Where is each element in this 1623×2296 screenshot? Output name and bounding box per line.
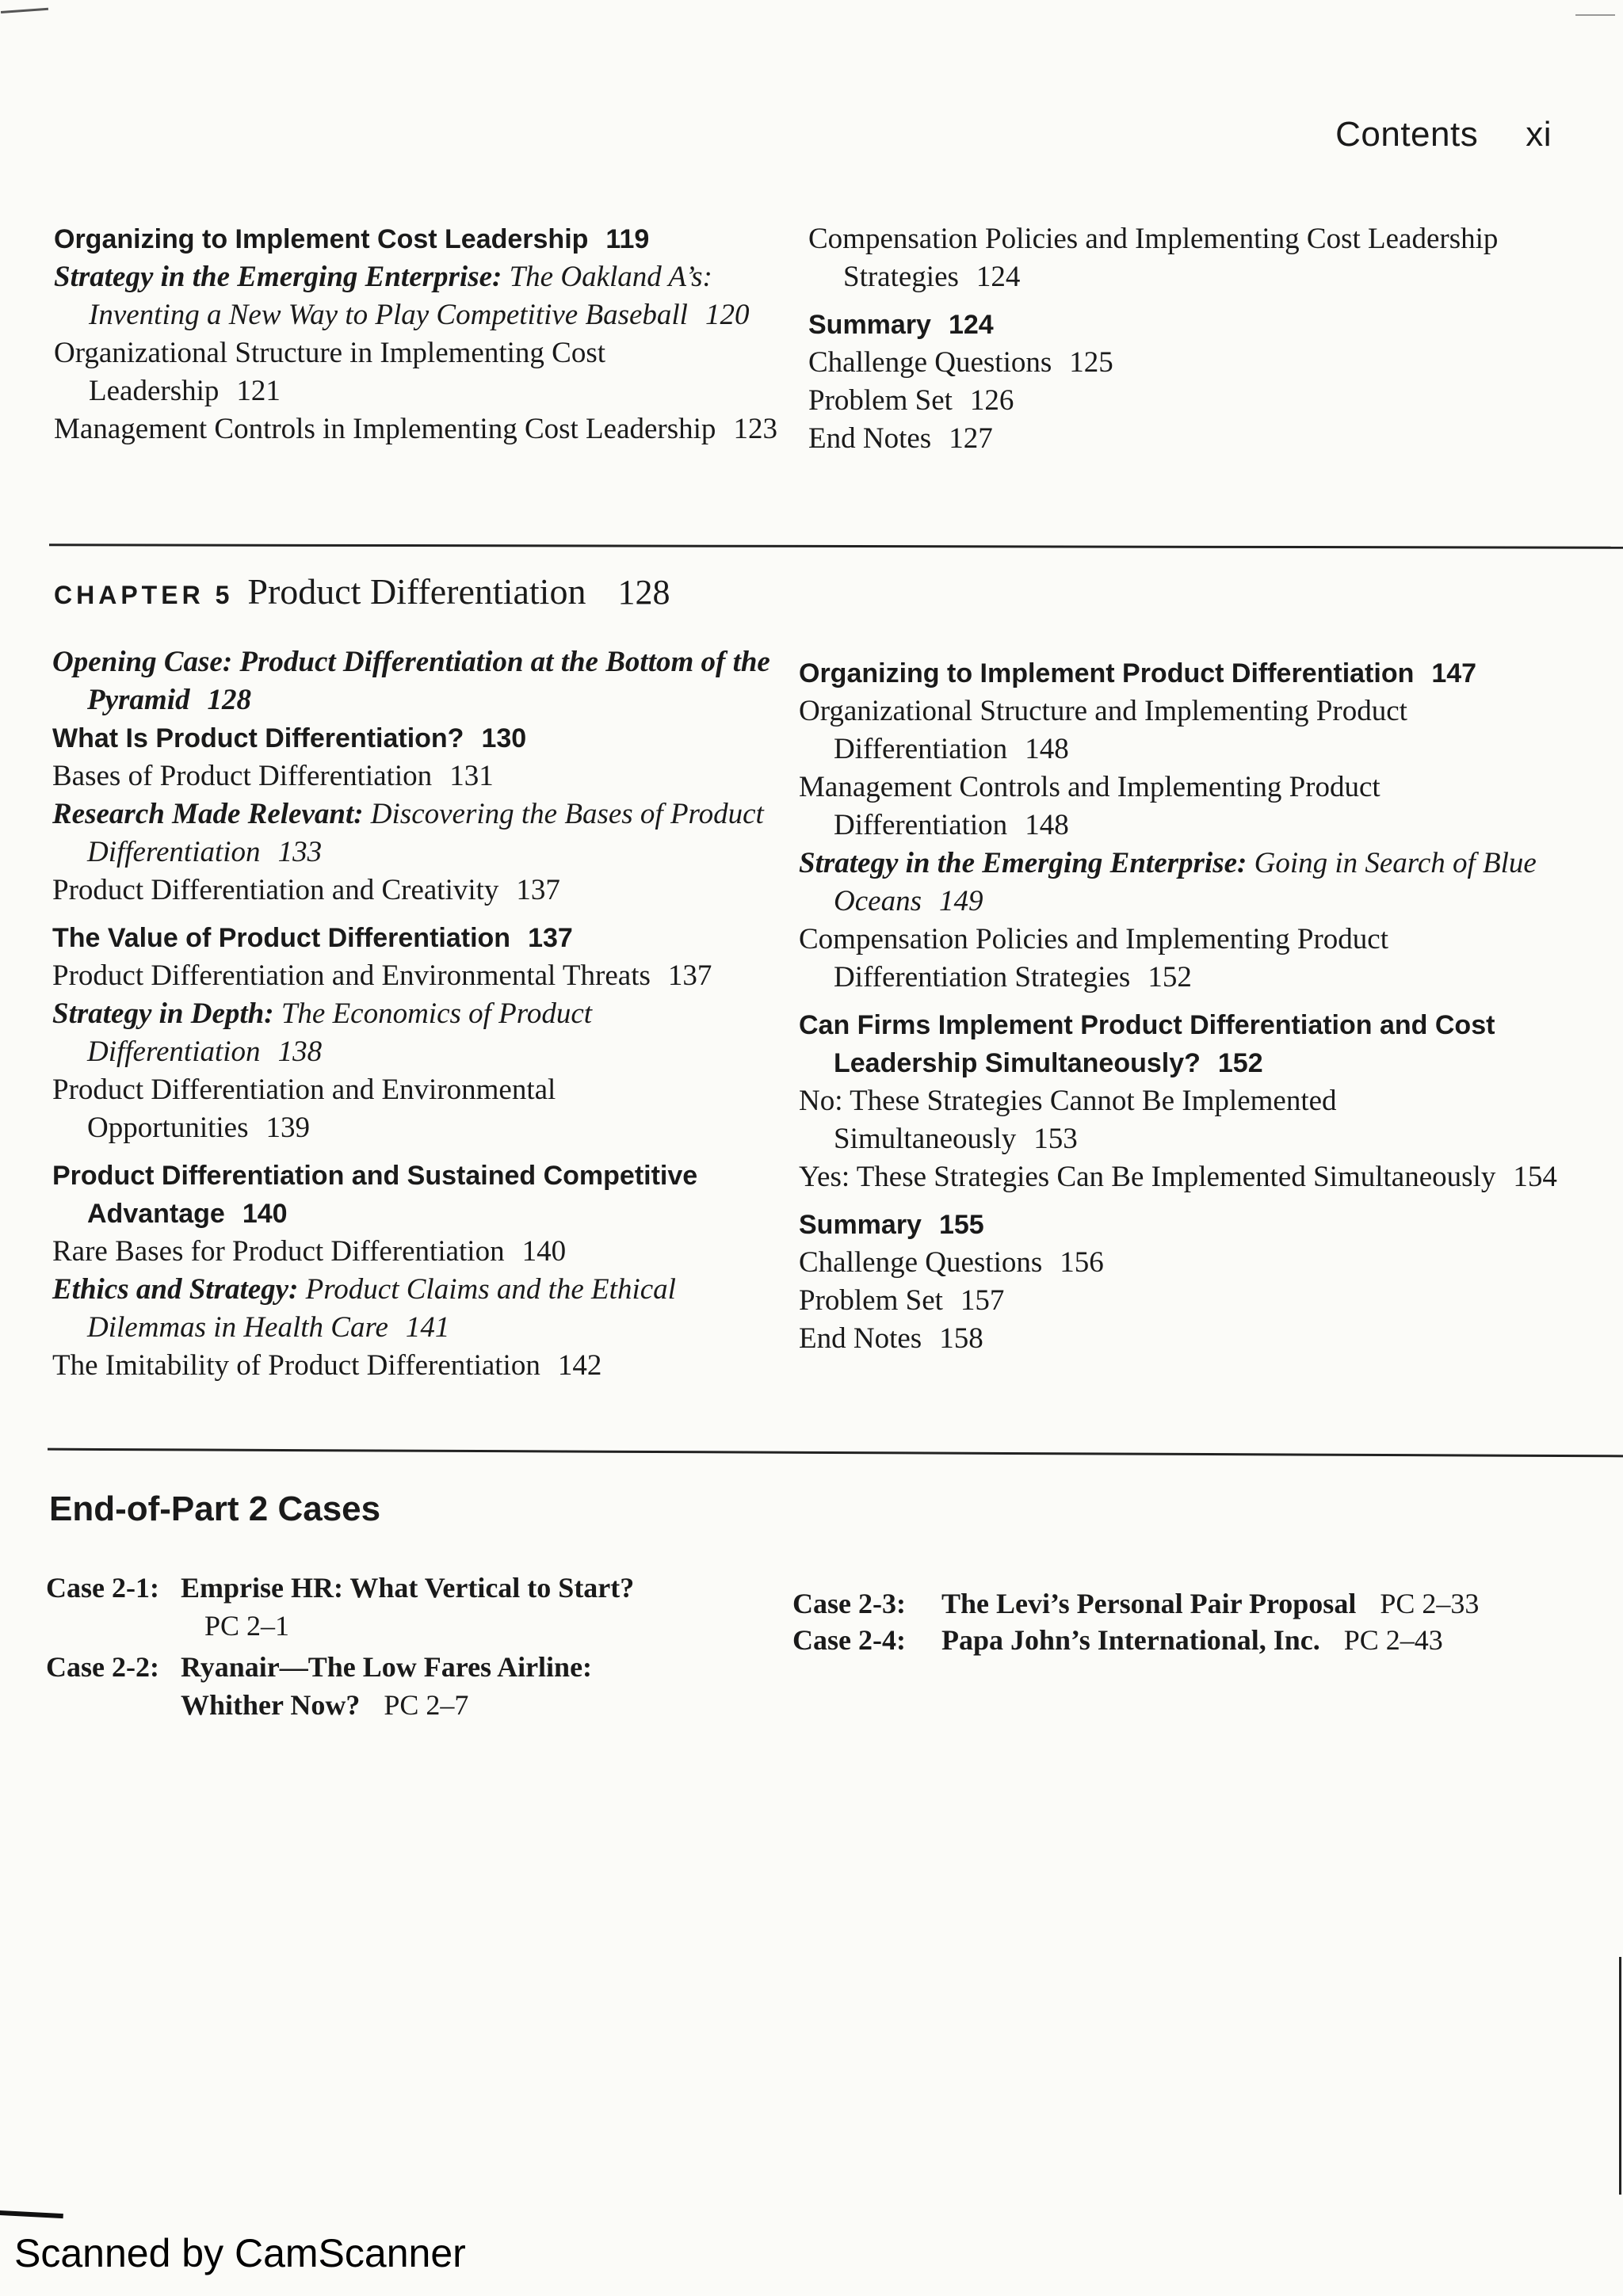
toc-entry bbox=[52, 1233, 781, 1271]
toc-page: 147 bbox=[1431, 658, 1477, 688]
toc-heading: Organizing to Implement Cost Leadership bbox=[54, 224, 589, 254]
toc-entry bbox=[52, 919, 781, 957]
toc-subentry: Product Differentiation and Creativity bbox=[52, 874, 499, 906]
toc-entry bbox=[808, 420, 1506, 458]
toc-page: 127 bbox=[949, 422, 993, 455]
toc-subentry: Problem Set bbox=[799, 1284, 943, 1317]
case-page: PC 2–43 bbox=[1343, 1624, 1443, 1656]
toc-entry bbox=[799, 1244, 1560, 1282]
toc-feature-title: Discovering the Bases of Product Differentiation bbox=[87, 798, 764, 868]
case-label: Case 2-2: bbox=[46, 1651, 159, 1683]
section-divider bbox=[49, 543, 1623, 548]
toc-page: 133 bbox=[277, 836, 323, 868]
toc-entry bbox=[52, 719, 781, 757]
toc-feature-title: The Oakland A’s: Inventing a New Way to Play Competitive Baseball bbox=[89, 261, 712, 331]
toc-entry bbox=[52, 957, 781, 995]
case-title: Emprise HR: What Vertical to Start? bbox=[181, 1572, 635, 1604]
case-entry bbox=[46, 1569, 664, 1645]
toc-page: 137 bbox=[516, 874, 560, 906]
toc-page: 154 bbox=[1513, 1161, 1557, 1193]
toc-entry bbox=[799, 1282, 1560, 1320]
toc-entry bbox=[52, 1071, 781, 1147]
case-page: PC 2–7 bbox=[384, 1689, 469, 1721]
toc-entry bbox=[54, 410, 783, 448]
scan-edge-mark bbox=[0, 2210, 63, 2218]
toc-page: 119 bbox=[605, 224, 650, 254]
toc-page: 137 bbox=[528, 923, 573, 953]
toc-feature-title: Product Claims and the Ethical Dilemmas in Health Care bbox=[87, 1273, 676, 1344]
toc-page: 126 bbox=[969, 384, 1014, 417]
toc-entry bbox=[808, 382, 1506, 420]
toc-page: 131 bbox=[449, 760, 494, 792]
toc-page: 141 bbox=[405, 1311, 450, 1344]
toc-subentry: Compensation Policies and Implementing Cost Leadership Strategies bbox=[808, 223, 1499, 293]
toc-heading: Can Firms Implement Product Differentiation and Cost Leadership Simultaneously? bbox=[799, 1010, 1495, 1078]
toc-page: 148 bbox=[1025, 733, 1069, 765]
feature-label: Strategy in Depth: bbox=[52, 997, 274, 1030]
chapter-label: CHAPTER 5 bbox=[54, 581, 234, 609]
feature-label: Research Made Relevant: bbox=[52, 798, 364, 830]
scanner-watermark: Scanned by CamScanner bbox=[14, 2231, 466, 2275]
toc-page: 148 bbox=[1025, 809, 1069, 841]
toc-subentry: Organizational Structure and Implementing Product Differentiation bbox=[799, 695, 1407, 765]
running-head bbox=[1335, 115, 1552, 154]
toc-page: 138 bbox=[277, 1035, 323, 1068]
toc-entry bbox=[52, 757, 781, 795]
toc-feature-title: The Economics of Product Differentiation bbox=[87, 997, 593, 1068]
case-entry bbox=[46, 1648, 664, 1724]
section-divider bbox=[48, 1448, 1623, 1458]
toc-column-ch5-left bbox=[52, 643, 781, 1385]
toc-page: 157 bbox=[960, 1284, 1005, 1317]
feature-label: Ethics and Strategy: bbox=[52, 1273, 299, 1306]
toc-page: 158 bbox=[939, 1322, 983, 1355]
toc-entry bbox=[54, 258, 783, 334]
toc-entry bbox=[799, 692, 1560, 769]
toc-page: 124 bbox=[948, 310, 994, 340]
case-title: Ryanair—The Low Fares Airline: Whither Now? bbox=[181, 1651, 593, 1721]
toc-heading: Product Differentiation and Sustained Competitive Advantage bbox=[52, 1161, 698, 1229]
case-page: PC 2–1 bbox=[204, 1610, 290, 1642]
toc-entry bbox=[52, 995, 781, 1071]
toc-subentry: Yes: These Strategies Can Be Implemented Simultaneously bbox=[799, 1161, 1496, 1193]
case-page: PC 2–33 bbox=[1380, 1588, 1480, 1619]
toc-entry bbox=[799, 769, 1560, 845]
toc-entry bbox=[52, 871, 781, 910]
case-entry bbox=[792, 1621, 1617, 1659]
toc-subentry: Rare Bases for Product Differentiation bbox=[52, 1235, 505, 1268]
toc-entry bbox=[54, 220, 783, 258]
toc-page: 137 bbox=[667, 959, 712, 992]
toc-entry bbox=[799, 1082, 1560, 1158]
toc-entry bbox=[799, 1158, 1560, 1196]
chapter-title: Product Differentiation bbox=[247, 571, 586, 612]
toc-subentry: Product Differentiation and Environmental Threats bbox=[52, 959, 651, 992]
toc-entry bbox=[52, 643, 781, 719]
toc-entry bbox=[799, 1320, 1560, 1358]
toc-page: 153 bbox=[1033, 1123, 1078, 1155]
feature-label: Strategy in the Emerging Enterprise: bbox=[799, 847, 1247, 879]
toc-page: 156 bbox=[1060, 1246, 1104, 1279]
toc-entry bbox=[808, 344, 1506, 382]
toc-entry bbox=[54, 334, 783, 410]
toc-page: 121 bbox=[236, 375, 281, 407]
toc-heading: Summary bbox=[808, 310, 931, 340]
toc-page: 152 bbox=[1148, 961, 1192, 994]
toc-entry bbox=[808, 306, 1506, 344]
toc-heading: The Value of Product Differentiation bbox=[52, 923, 511, 953]
toc-subentry: Challenge Questions bbox=[799, 1246, 1043, 1279]
toc-page: 155 bbox=[938, 1210, 984, 1240]
toc-page: 152 bbox=[1217, 1048, 1263, 1078]
toc-page: 124 bbox=[976, 261, 1021, 293]
toc-subentry: No: These Strategies Cannot Be Implemented Simultaneously bbox=[799, 1085, 1337, 1155]
case-label: Case 2-4: bbox=[792, 1624, 906, 1656]
toc-column-ch5-right bbox=[799, 654, 1560, 1358]
toc-heading: Summary bbox=[799, 1210, 922, 1240]
toc-page: 130 bbox=[481, 723, 527, 753]
toc-entry bbox=[799, 921, 1560, 997]
toc-subentry: Problem Set bbox=[808, 384, 953, 417]
chapter-heading bbox=[54, 570, 670, 612]
toc-heading: Organizing to Implement Product Differentiation bbox=[799, 658, 1415, 688]
toc-entry bbox=[799, 1206, 1560, 1244]
case-title: Papa John’s International, Inc. bbox=[941, 1624, 1320, 1656]
toc-page: 140 bbox=[521, 1235, 567, 1268]
toc-page: 120 bbox=[705, 299, 750, 331]
toc-entry bbox=[808, 220, 1506, 296]
case-title: The Levi’s Personal Pair Proposal bbox=[941, 1588, 1357, 1619]
running-head-title: Contents bbox=[1335, 115, 1479, 154]
toc-entry bbox=[799, 1006, 1560, 1082]
page-number: xi bbox=[1526, 115, 1552, 154]
case-label: Case 2-3: bbox=[792, 1588, 906, 1619]
toc-heading: What Is Product Differentiation? bbox=[52, 723, 464, 753]
case-label: Case 2-1: bbox=[46, 1572, 159, 1604]
toc-subentry: The Imitability of Product Differentiation bbox=[52, 1349, 540, 1382]
toc-subentry: Organizational Structure in Implementing Cost Leadership bbox=[54, 337, 606, 407]
toc-entry bbox=[52, 795, 781, 871]
scan-edge-mark bbox=[0, 0, 48, 13]
toc-page: 125 bbox=[1069, 346, 1113, 379]
toc-entry bbox=[52, 1271, 781, 1347]
part-cases-heading: End-of-Part 2 Cases bbox=[49, 1489, 381, 1528]
toc-page: 142 bbox=[557, 1349, 602, 1382]
toc-feature-title: Going in Search of Blue Oceans bbox=[834, 847, 1537, 917]
toc-page: 123 bbox=[733, 413, 777, 445]
toc-column-top-left bbox=[54, 220, 783, 448]
toc-page: 128 bbox=[207, 684, 251, 716]
toc-entry bbox=[799, 845, 1560, 921]
feature-label: Strategy in the Emerging Enterprise: bbox=[54, 261, 502, 293]
toc-page: 149 bbox=[938, 885, 983, 917]
toc-subentry: End Notes bbox=[799, 1322, 922, 1355]
toc-page: 140 bbox=[242, 1199, 288, 1229]
scan-edge-mark bbox=[1619, 1957, 1621, 2195]
toc-subentry: Challenge Questions bbox=[808, 346, 1052, 379]
toc-subentry: Product Differentiation and Environmental Opportunities bbox=[52, 1074, 556, 1144]
chapter-page: 128 bbox=[617, 573, 670, 612]
toc-subentry: Bases of Product Differentiation bbox=[52, 760, 433, 792]
opening-case-title: Opening Case: Product Differentiation at the Bottom of the Pyramid bbox=[52, 646, 770, 716]
toc-column-top-right bbox=[808, 220, 1506, 458]
toc-page: 139 bbox=[265, 1112, 310, 1144]
toc-entry bbox=[799, 654, 1560, 692]
toc-entry bbox=[52, 1347, 781, 1385]
toc-subentry: Compensation Policies and Implementing Product Differentiation Strategies bbox=[799, 923, 1389, 994]
toc-entry bbox=[52, 1157, 781, 1233]
toc-subentry: End Notes bbox=[808, 422, 932, 455]
case-entry bbox=[792, 1585, 1617, 1623]
toc-subentry: Management Controls in Implementing Cost Leadership bbox=[54, 413, 716, 445]
scan-edge-mark bbox=[1575, 14, 1615, 16]
toc-subentry: Management Controls and Implementing Product Differentiation bbox=[799, 771, 1381, 841]
